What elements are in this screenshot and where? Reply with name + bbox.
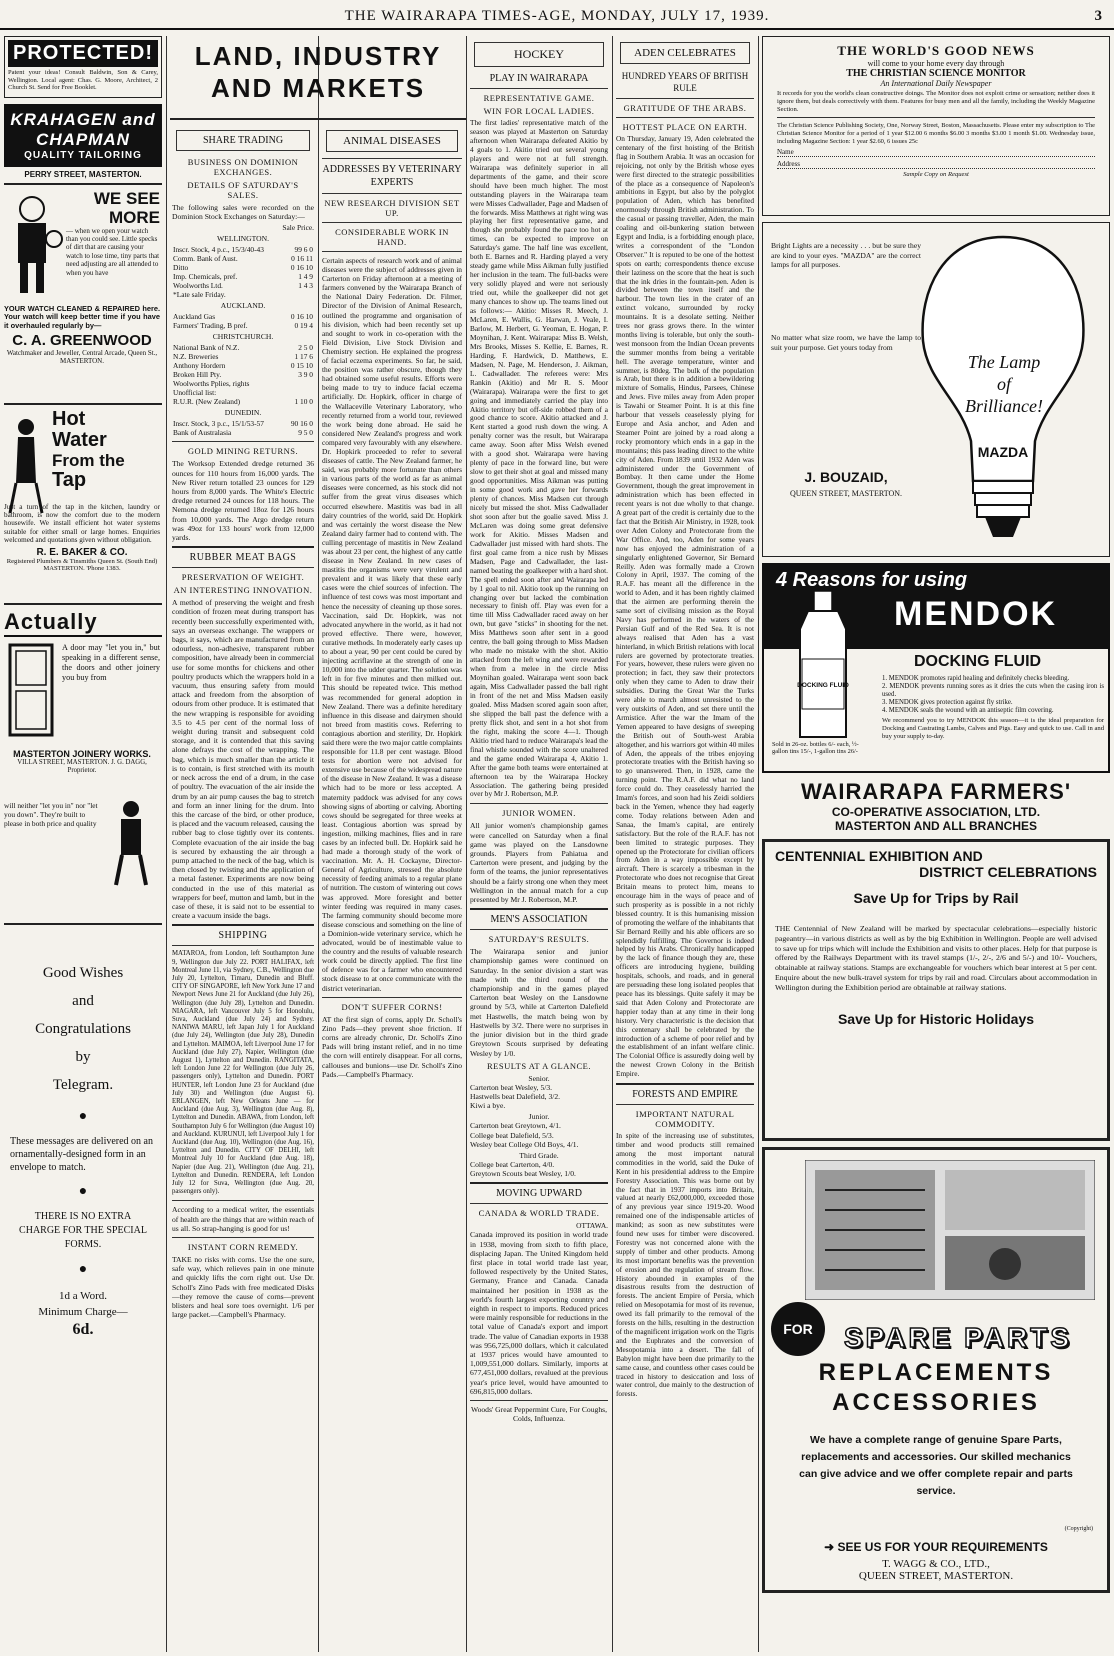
bullet-dot-icon: ● — [78, 1183, 88, 1199]
list-item: Carterton beat Greytown, 4/1. — [470, 1121, 561, 1131]
kraehagen-address: PERRY STREET, MASTERTON. — [24, 169, 142, 179]
joinery-ad — [4, 609, 162, 919]
table-row: Anthony Hordern 0 15 10 — [173, 361, 313, 371]
table-row: *Late sale Friday. — [173, 290, 226, 300]
sale-price-header: Sale Price. — [282, 223, 314, 233]
gold-head: GOLD MINING RETURNS. — [187, 446, 299, 457]
lamp-text1: Bright Lights are a necessity . . . but be sure they are kind to your eyes. "MAZDA" are the correct lamps for all purposes. — [771, 241, 921, 270]
column-6-ads — [762, 36, 1110, 1656]
share-trading-sub1: BUSINESS ON DOMINION EXCHANGES. — [187, 157, 299, 177]
aden-sub3: HOTTEST PLACE ON EARTH. — [622, 122, 748, 132]
moving-upward-dateline: OTTAWA. — [576, 1221, 608, 1231]
telegram-min-value: 6d. — [72, 1320, 94, 1338]
mendok-dealer-3: MASTERTON AND ALL BRANCHES — [834, 819, 1037, 833]
table-row: Ditto 0 16 10 — [173, 263, 313, 273]
share-trading-sub2: DETAILS OF SATURDAY'S SALES. — [187, 180, 299, 200]
list-item: Kiwi a bye. — [470, 1101, 506, 1111]
joinery-text: A door may "let you in," but speaking in a different sense, the doors and other joinery you buy from — [62, 642, 160, 682]
centennial-ad — [762, 839, 1110, 1141]
list-item: College beat Carterton, 4/0. — [470, 1159, 555, 1169]
third-grade-head: Third Grade. — [519, 1150, 559, 1160]
greenwood-headline: WE SEE MORE — [93, 188, 160, 227]
corn-remedy-head: INSTANT CORN REMEDY. — [187, 1242, 299, 1253]
mendok-sizes: Sold in 26-oz. bottles 6/- each, ½-gallon tins 15/-, 1-gallon tins 26/- — [772, 741, 859, 756]
auckland-sales-table — [172, 312, 314, 330]
monitor-sample: Sample Copy on Request — [903, 171, 969, 179]
mendok-brand: MENDOK — [894, 595, 1058, 633]
column-rule — [166, 36, 167, 1652]
joinery-sub: VILLA STREET, MASTERTON. J. G. DAGG, Proprietor. — [17, 758, 147, 774]
masthead — [0, 0, 1114, 30]
mendok-dealer-2: CO-OPERATIVE ASSOCIATION, LTD. — [831, 805, 1041, 819]
moving-upward-text: Canada improved its position in world trade in 1938, moving from sixth to fifth place, displacing Japan. The United Kingdom held first place in total world trade last year, followed respectively by the United States, Germany, France and Canada. Canada maintained her position in 1938 as the world's fourth largest exporting country and eighth in respect to imports. Reduced prices were mainly responsible for reductions in the total value of Canada's export and import trade. The value of Canadian exports in 1938 was 956,725,000 dollars, which it calculated at 1937 prices would have amounted to 1,009,551,000 dollars. Similarly, imports at 677,451,000 dollars, revalued at the previous year's price level, would have amounted to 696,815,000 dollars. — [470, 1230, 608, 1396]
newspaper-title: THE WAIRARAPA TIMES-AGE, MONDAY, JULY 17, 1939. — [344, 8, 770, 24]
junior-women-head: JUNIOR WOMEN. — [502, 808, 576, 819]
column-5-news — [616, 36, 754, 1656]
spares-line-1: SPARE PARTS — [844, 1322, 1072, 1353]
rubber-sub1: PRESERVATION OF WEIGHT. — [181, 572, 305, 583]
mendok-ad — [762, 563, 1110, 773]
corn-remedy-text: TAKE no risks with corns. Use the one sure, safe way, which relieves pain in one minute and quickly lifts the corn right out. Use Dr. Scholl's Zino Pads with free medicated Disks—they remove the cause of corns—prevent blisters and heal sore toes overnight. 1/6 per large packet.—Campbell's Pharmacy. — [172, 1255, 314, 1320]
garage-workshop-icon — [805, 1160, 1095, 1300]
column-rule — [612, 36, 613, 1652]
door-icon — [6, 643, 56, 739]
moving-upward-head: MOVING UPWARD — [496, 1188, 582, 1200]
lamp-slogan-2: of — [996, 374, 1011, 394]
spare-parts-ad — [762, 1147, 1110, 1593]
lamp-text2: No matter what size room, we have the lamp to suit your purpose. Get yours today from — [771, 333, 921, 352]
telegram-rate: 1d a Word. — [58, 1289, 108, 1302]
list-item: College beat Dalefield, 5/3. — [470, 1130, 554, 1140]
lamp-slogan — [951, 351, 1057, 417]
column-rule — [758, 36, 759, 1652]
junior-head: Junior. — [528, 1112, 550, 1122]
animal-diseases-sub2: NEW RESEARCH DIVISION SET UP. — [324, 198, 460, 218]
spares-name: T. WAGG & CO., LTD., — [882, 1558, 990, 1570]
column-2-markets — [172, 124, 314, 1656]
table-row: Inscr. Stock, 3 p.c., 15/1/53-57 90 16 0 — [173, 419, 313, 429]
joinery-headline: Actually — [4, 609, 162, 637]
hotwater-headline-1: Hot — [52, 407, 86, 430]
spares-text: We have a complete range of genuine Spare Parts, replacements and accessories. Our skilled mechanics can give advice and we offer complete repair and parts service. — [799, 1434, 1073, 1497]
lamp-slogan-3: Brilliance! — [965, 396, 1043, 416]
wellington-sales-table — [172, 245, 314, 299]
rubber-head: RUBBER MEAT BAGS — [189, 552, 297, 564]
banner-line-1: LAND, INDUSTRY — [194, 41, 442, 71]
monitor-sub: will come to your home every day through — [867, 59, 1005, 68]
hockey-sub2: REPRESENTATIVE GAME. — [483, 93, 595, 103]
telegram-line-4: by — [75, 1048, 91, 1065]
shipping-filler: According to a medical writer, the essentials of health are the things that are within reach of us all. So strap-hanging is good for us! — [172, 1205, 314, 1233]
christchurch-head: CHRISTCHURCH. — [212, 332, 274, 342]
table-row: Farmers' Trading, B pref. 0 19 4 — [173, 321, 313, 331]
joinery-text2: will neither "let you in" nor "let you down". They're built to please in both price and quality — [4, 800, 98, 828]
hotwater-ad — [4, 409, 162, 599]
hotwater-headline-2: Water — [52, 428, 107, 451]
rubber-sub2: AN INTERESTING INNOVATION. — [173, 585, 313, 596]
lamp-slogan-1: The Lamp — [967, 352, 1041, 372]
column-1-ads — [4, 36, 162, 1656]
share-trading-headbox — [176, 130, 310, 151]
monitor-text: It records for you the world's clean constructive doings. The Monitor does not exploit crime or sensation; neither does it ignore them, but deals correctively with them. Features for busy men and all the family, including the Weekly Magazine Section. — [777, 90, 1095, 113]
table-row: National Bank of N.Z. 2 5 0 — [173, 343, 313, 353]
hockey-head: HOCKEY — [514, 47, 564, 61]
mens-association-sub: SATURDAY'S RESULTS. — [488, 934, 590, 945]
centennial-save-2: Save Up for Historic Holidays — [837, 1010, 1035, 1027]
forests-sub: IMPORTANT NATURAL COMMODITY. — [635, 1109, 735, 1130]
hotwater-text: Just a turn of the tap in the kitchen, laundry or bathroom, is now the comfort due to the modern housewife. We install efficient hot water systems suitable for either small or large homes. Enquiries welcomed and quotations given without obligation. — [4, 502, 160, 545]
greenwood-sub: Watchmaker and Jeweller, Central Arcade, Queen St., MASTERTON. — [6, 349, 158, 366]
centennial-head-1: CENTENNIAL EXHIBITION AND — [775, 848, 983, 864]
land-industry-banner — [172, 40, 464, 120]
monitor-name-field: Name — [777, 148, 1095, 157]
telegram-min: Minimum Charge— — [38, 1305, 128, 1318]
monitor-tag: An International Daily Newspaper — [880, 79, 992, 88]
share-trading-head: SHARE TRADING — [202, 135, 284, 146]
hockey-text: The first ladies' representative match of the season was played at Masterton on Saturday afternoon when Wairarapa defeated Akitio by 4 goals to 1. Akitio tried out several young players and were not at full strength. Wairarapa was definitely superior in all departments of the game, and their score should have been much higher. The most outstanding players in the Wairarapa team were Misses Cadwallader, Page and Madsen of the forwards. Miss Matthews at right wing was playing her first representative game, and though she probably found the pace too hot at times, can be expected to improve on Saturday's game. The half line was excellent, both E. Barnes and R. Harding played a very steady game while Miss Aikman fully justified her inclusion in the team. The full-backs were very solidly played and were not seriously tried out, while the goalkeeper did not get many chances to show up. The teams lined out as follows:— Akitio: Misses R. Meech, J. McLaren, E. Wallis, G. Harwan, J. Veale, I. Barlow, M. Herbert, G. Yeoman, E. Hogan, P. Moynihan, J. Kent. Wairarapa: Miss B. Welsh, Mrs Brooks, Misses S. Kellie, E. Barnes, R. Harding, F. Hardwick, D. Matthews, E. Madsen, N. Page, M. Henderson, J. Aikman, L. Cadwallader. The referees were: Mrs Rankin (Akitio) and Mr R. S. Moor (Wairarapa). Wairarapa were the first to get going and immediately carried the play into Akitio territory but off-side robbed them of a good chance to score. Akitio attacked and J. Kent started a good rush down the wing. A penalty corner was the result, but Wairarapa came away. Soon after Miss Welsh evened with a good shot. Wairarapa were having plenty of pace in the forward line, but were slow to get their shot at goal and missed many good opportunities. Miss Aikman was putting in some good work and gave her forwards plenty of chances. Miss Madsen cut through nicely but missed the shot. Miss Cadwallader shot soon after but the goalie saved. Miss J. McLaren was doing some great defensive work for Akitio. Misses Madsen and Cadwallader just missed with hard shots. The first goal came from a nice rush by Misses Madsen, Page and Cadwallader, the last-named beating the goalkeeper with a hard shot. The spell ended soon after and Wairarapa led by 1 goal to nil. Akitio took up the running on changing over but lacked the combination necessary to finish off. Play was even for a time till Miss Cadwallader raced away on her own, but gave "sticks" in shooting for the net. Miss Matthews soon after sent in a good centre, the ball going through to Miss Madsen who made no mistake with the shot. Akitio attacked from the left wing and were rewarded when from a melee in the circle Miss Moynihan goaled. Wairarapa went soon back again, Miss Cadwallader passed the ball right in front of the net and Miss Madsen easily goaled. Miss Madsen scored again soon after, she slipped the ball past the defence with a pretty flick shot, and sent in a hot shot from the right, making the score 4—1. Though Akitio tried hard to reduce Wairarapa's lead the final whistle sounded with the score unaltered and the game ended Wairarapa 4, Akitio 1. After the game both teams were entertained at afternoon tea by the Wairarapa Hockey Association. The gathering being presided over by Mr J. Robertson, M.P. — [470, 118, 608, 799]
dunedin-sales-table — [172, 419, 314, 437]
shipping-text: MATAROA, from London, left Southampton June 9, Wellington due July 22. PORT HALIFAX, left Montreal June 11, via Sydney, C.B., Wellington due July 20, Lyttelton, Timaru, Dunedin and Bluff. CITY OF SINGAPORE, left New York June 17 and Newport News June 21 for Auckland (due July 26), Wellington (due July 28), Lyttelton and Dunedin. NIAGARA, left Vancouver July 5 for Honolulu, Suva, Auckland (due July 24) and Sydney. NANIWA MARU, left Japan July 1 for Auckland (due July 24), Wellington (due July 28), Dunedin and Lyttelton. MAIMOA, left Liverpool June 17 for Auckland (due July 27), Napier, Wellington (due August 1), Lyttelton and Dunedin. RANGITATA, left London June 22 for Wellington (due July 26, passengers only), Lyttelton and Dunedin. PORT HUNTER, left London June 23 for Auckland (due July 30) and Wellington (due August 6). ERLANGEN, left New Orleans June — for Auckland (due Aug. 3), Wellington (due Aug. 8), Lyttelton and Dunedin. ABAWA, from London, left Southampton July 6 for Wellington (due August 10) and Auckland. KURUNUI, left Liverpool July 1 for Auckland (due Aug. 10), Wellington (due Aug. 16), Lyttelton and Dunedin. CITY OF DELHI, left Montreal July 10 for Auckland (due Aug. 18), Napier (due Aug. 21), Wellington (due Aug. 21), Lyttelton and Dunedin. RENDERA, left London July 12 for Suva, Wellington (due Aug. 20, passengers only). — [172, 950, 314, 1196]
aden-sub2: GRATITUDE OF THE ARABS. — [623, 103, 747, 113]
greenwood-service: YOUR WATCH CLEANED & REPAIRED here. Your watch will keep better time if you have it overhauled regularly by— — [4, 303, 160, 330]
forests-text: In spite of the increasing use of substitutes, timber and wood products still remained among the most important natural commodities in the world, said the Duke of Kent in his presidential address to the Empire Forestry Association. This was borne out by the fact that in 1937 imports into Britain, valued at nearly £62,000,000, exceeded those of any previous year since 1919-20. Wood remained one of the indispensable articles of mankind; as soon as new substitutes were found new uses for timber were discovered. Forestry was not concerned alone with the supply of timber and other products. Among its most important benefits was the prevention of erosion and the regulation of stream flow. History abounded in examples of the disastrous results from the destruction of forests. The ancient Empire of Persia, which relied on Mesopotamia for most of its revenue, owed its fall primarily to the removal of the forests on the hills, resulting in the destruction of the magnificent irrigation work on the Tigris and the Euphrates and the conversion of Mesopotamia into a desert. The fall of Babylon might have been due primarily to the same cause, and countless other cases could be traced in history to desiccation and loss of water control, due mainly to the destruction of forests. — [616, 1131, 754, 1399]
auckland-head: AUCKLAND. — [220, 301, 266, 311]
rubber-text: A method of preserving the weight and fresh condition of frozen meat during transport has recently been successfully experimented with, says an overseas exchange. The wrappers or bags, it says, which are manufactured from an odourless, non-adhesive, transparent rubber composition, have already been in commercial use for some months for chickens and other poultry products which the wrappers hold in a vacuum, thus ensuring safety from mould attack and freedom from the absorption of odours from other produce. It is estimated that the new wrapping is responsible for avoiding 3.5 to 4.5 per cent of the normal loss of weight during transit and subsequent cold storage, and it is contended that this saving alone defrays the cost of the wrapping. The bag, which is much smaller than the article it is to contain, is first stretched with its mouth or neck across the end of a drum, in the case of poultry. The evacuation of the air inside the drum by an air pump causes the bag to stretch and form an inner lining for the drum. Into this the carcase of the bird, or other produce, is placed and the vacuum released, causing the rubber bag to close tightly over its contents. Complete evacuation of the air inside the bag is secured by exhausting the air through a pump attached to the neck of the bag, which is then closed by twisting and the application of a metal fastener. Experiments are now being conducted in the use of this material as wrappers for beef, mutton and lamb, but in the case of these, it is said not to be essential to create a vacuum inside the bags. — [172, 598, 314, 921]
mendok-dealer — [762, 779, 1110, 833]
mens-association-text: The Wairarapa senior and junior championship games were continued on Saturday. In the senior division a start was made with the third round of the championship and in the games played Carterton beat Wesley on the Lansdowne ground by 5/3, while at Carterton Dalefield met Hastwells, the match being won by Hastwells by 3/2. There were no surprises in the junior division but in the third grade Greytown Scouts surprised by defeating Wesley by 1/0. — [470, 947, 608, 1058]
column-4-sport — [470, 36, 608, 1656]
dunedin-head: DUNEDIN. — [224, 408, 262, 418]
spares-cta: ➜ SEE US FOR YOUR REQUIREMENTS — [824, 1540, 1048, 1554]
page-number: 3 — [1094, 8, 1102, 24]
list-item: 4. MENDOK seals the wound with an antiseptic film covering. — [882, 707, 1054, 714]
kraehagen-ad — [4, 104, 162, 179]
greenwood-name: C. A. GREENWOOD — [12, 332, 152, 350]
for-circle-badge: FOR — [771, 1302, 825, 1356]
svg-text:DOCKING FLUID: DOCKING FLUID — [797, 682, 849, 689]
table-row: Woolworths Pplies, rights — [173, 379, 250, 389]
wellington-head: WELLINGTON. — [217, 234, 269, 244]
table-row: Auckland Gas 0 16 10 — [173, 312, 313, 322]
mazda-lamp-ad — [762, 222, 1110, 557]
corns-text: AT the first sign of corns, apply Dr. Scholl's Zino Pads—they prevent shoe friction. If corns are already chronic, Dr. Scholl's Zino Pads will bring instant relief, and in no time the corn will entirely disappear. For all corns, callouses and bunions—use Dr. Scholl's Zino Pads.—Campbell's Pharmacy. — [322, 1014, 462, 1079]
protected-ad — [4, 36, 162, 98]
hotwater-headline-3: From the — [52, 450, 125, 470]
list-item: Wesley beat College Old Boys, 4/1. — [470, 1139, 579, 1149]
table-row: Broken Hill Pty. 3 9 0 — [173, 370, 313, 380]
spares-address: QUEEN STREET, MASTERTON. — [858, 1570, 1014, 1582]
animal-diseases-headbox — [326, 130, 458, 152]
mens-association-head: MEN'S ASSOCIATION — [490, 914, 588, 926]
forests-head: FORESTS AND EMPIRE — [632, 1089, 738, 1101]
telegram-charge: THERE IS NO EXTRA CHARGE FOR THE SPECIAL FORMS. — [19, 1210, 147, 1250]
table-row: N.Z. Breweries 1 17 6 — [173, 352, 313, 362]
mendok-product: DOCKING FLUID — [914, 653, 1042, 670]
christchurch-sales-table — [172, 343, 314, 406]
bullet-dot-icon: ● — [78, 1108, 88, 1124]
table-row: Comm. Bank of Aust. 0 16 11 — [173, 254, 313, 264]
kraehagen-name: KRAHAGEN and CHAPMAN — [10, 109, 156, 149]
hockey-headbox — [474, 42, 604, 67]
list-item: 2. MENDOK prevents running sores as it dries the cuts when the casing iron is used. — [882, 683, 1104, 698]
monitor-address-field: Address — [777, 160, 1095, 169]
animal-diseases-text: Certain aspects of research work and of animal diseases were the subject of addresses given in Carterton on Friday afternoon at a meeting of farmers convened by the Wairarapa Branch of the National Dairy Federation. Dr. Filmer, Director of the Division of Animal Research, outlined the programme and organisation of his division, which had been recently set up and sought to work in co-operation with the Field Division, Live Stock Division and Chemistry section. He explained the progress of facial eczema experiments. So far, he said, the position was rather obscure, though they had obtained some useful results. Efforts were being made to try to induce facial eczema artificially. Dr. Hopkirk, officer in charge of the Wallaceville Veterinary Laboratory, who recently returned from a world tour, reviewed the work being done abroad. He said he considered New Zealand's progress and work compared very favourably with any elsewhere. Dr. Hopkirk proceeded to refer to several diseases of cattle. The New Zealand farmer, he said, was probably more fortunate than others in various parts of the world as far as animal diseases were concerned, as his stock did not suffer from the great virus diseases which occurred elsewhere. Mastitis was bad in all dairy countries of the world, said Dr. Hopkirk and was certainly the worst disease the New Zealand dairy farmer had to contend with. The culling percentage of mastitis in New Zealand was about 23 per cent, the highest of any cattle disease in New Zealand. In new cases of mastitis the organisms were very virulent and prevalent and it was likely that these early cases were the chief sources of infection. The influence of test cows was most important and hence the necessity of cleaning up those sores. Vaccination, said Dr. Hopkirk, was not advocated anywhere in the world, as it had not proved effective. There were, however, curative methods. In moderately early cases up to about a year, 90 per cent could be cured by injecting acriflavine at the strength of one in 10,000 into the udder quarter. The solution was left in for five minutes and then milked out. This should be repeated twice. This method was recommended for general adoption in New Zealand. There was a definite hereditary influence in this disease and dairymen should not breed from mastitis cows. Referring to contagious abortion and sterility, Dr. Hopkirk said there were the two major cattle complaints responsible for 11.8 per cent wastage. Blood tests for abortion were not advised for extensive use because of the widespread nature of the disease in New Zealand. It was a disease which had to be more or less accepted. A maternity paddock was advised for any cows showing signs of aborting or calving. Aborting cows should be segregated for three weeks at least. Contagious abortion was spread by ingestion, milking machines, flies and in rare cases by an infected bull. Dr. Hopkirk said he had made a thorough study of the work of vaccination. Mr. A. H. Cockayne, Director-General of Agriculture, stressed the absolute necessity of feeding animals to a regular plane of nutrition. The custom of wintering out cows was approved. More foresight and better winter feeding was required in many cases. The farming community should become more disease conscious and something on the line of a Dominion-wide veterinary service, which he advocated, would be of inestimable value to the country and the results of valuable research work could be directly applied. The first line of defence was for a farmer who encountered stock disease to at once communicate with the district veterinarian. — [322, 256, 462, 993]
spares-line-2: REPLACEMENTS — [818, 1359, 1054, 1386]
table-row: R.U.R. (New Zealand) 1 10 0 — [173, 397, 313, 407]
hotwater-headline-4: Tap — [52, 468, 87, 491]
peppermint-cure-text: Woods' Great Peppermint Cure, For Coughs, Colds, Influenza. — [471, 1404, 607, 1424]
centennial-text: THE Centennial of New Zealand will be marked by spectacular celebrations—especially historic pageantry—in various districts as well as by the big Exhibition in Wellington. People are well advised to save up for trips which will include the Exhibition and visits to other places. Help for that purpose is offered by the Railways Department with its travel stamps (1/-, 2/-, 2/6 and 5/-) and 10/- Vouchers, obtainable at railway stations. Stamps are exchangeable for vouchers which bear interest at 5 per cent. Enquire about the new bulk-travel system for trips by rail and road. Circulars about accommodation in Wellington during the Exhibition period are obtainable at railway stations. — [775, 924, 1097, 992]
results-glance-head: RESULTS AT A GLANCE. — [487, 1060, 591, 1071]
greenwood-ad — [4, 189, 162, 399]
telegram-ad — [4, 929, 162, 1340]
greenwood-text: — when we open your watch than you could see. Little specks of dirt that are causing your watch to lose time, tiny parts that need adjusting are all attended to when you have — [66, 226, 160, 277]
spares-line-3: ACCESSORIES — [832, 1389, 1040, 1416]
monitor-ad — [762, 36, 1110, 216]
hotwater-name: R. E. BAKER & CO. — [36, 546, 128, 558]
animal-diseases-head: ANIMAL DISEASES — [343, 135, 441, 147]
joinery-name: MASTERTON JOINERY WORKS. — [13, 748, 151, 759]
telegram-line-2: and — [72, 992, 94, 1009]
aden-text: On Thursday, January 19, Aden celebrated the centenary of the first hoisting of the British flag in Southern Arabia. It was an occasion for rejoicing, not only by the British whose eyes were first directed to the strategic possibilities of the place as a consequence of Napoleon's ambitions in Egypt, but also by the polyglot population of Aden, which has benefited enormously through British administration. To the casual or passing traveller, Aden, the main coaling and oil-bunkering station between Egypt and India, is a forbidding enough place, writes a correspondent of the "London Observer." It is reputed to be one of the hottest spots on earth; correspondents thence excuse their laziness on the score that the heat is such that the ink dries in the fountain-pen. Aden is divided between the town itself and the harbour. The town lies in the crater of an extinct volcano, surrounded by rocky mountains. It is a desolate setting. Neither trees nor grass grows there. In the winter months living is tolerable, but only the south-west monsoon from the Indian Ocean prevents the summer months from being a veritable hell. The average temperature, winter and summer, is 80deg. The bulk of the population is Arab, but there is in addition a bewildering mixture of Somalis, Hindus, Parsees, Chinese and Jews. Five miles away from Aden proper is Tawahi or Steamer Point. It is at this fine harbour that vessels ceaselessly plying for Europe and Asia anchor, and Aden and Steamer Point are joined by a road along a rocky promontory which ends in a gap in the mountains; this pass leading direct to the white city of Aden. From 1839 until 1932 Aden was administered under the Government of Bombay. It then came under the Home Government, though the great improvement in administration which has been effected in recent years is not due wholly to that change. A great part of the credit is certainly due to the fact that the British Air Ministry, in 1928, took over Aden Colony and Protectorate from the War Office. And, too, Aden for some years now has enjoyed the administration of a singularly enlightened Governor, Sir Bernard Reilly. Aden was formally made a Crown Colony in April, 1937. The coming of the R.A.F. has meant all the difference in the world to Aden, and it has been rightly claimed that the airmen are performing therein the same sort of civilising mission as the Royal Navy has performed in the waters of the Persian Gulf and of the Red Sea. It is not always realised that Aden has a vast hinterland, in which British relations with local rulers are governed by protectorate treaties. For years, however, these rulers were given no protection; in fact, they saw their protectors only when they came to Aden to draw their subsidies. During the Great War the Turks were able to march almost unresisted to the very outskirts of Aden, and set there until the Armistice. After the war the Imam of the Yemen appeared to have designs of sweeping the British out of South-west Arabia altogether, and his warriors got within 40 miles of Aden, the appeals of the tribes enjoying protectorate treaties with the British having so to go unanswered. Then, in 1928, came the turning point. The R.A.F. did what no land force could do. They ceaselessly harried the Imam's forces, and soon had his Zeidi soldiers back in the Yemen, whence they had eagerly come. Today relations between Aden and Sanaa, the Imam's capital, are entirely satisfactory. But the role of the R.A.F. has not been limited to strategic purposes. They opened up the Protectorate for civilian officers from Aden in a way impossible except by aircraft. There is scarcely a tribesman in the Protectorate who does not recognise that Great Britain means to protect him, means to encourage him in the ways of peace and of such prosperity as is possible in a not richly blessed country. It is this humanising mission of promoting the welfare of the inhabitants that Sir Bernard Reilly and his able officers are so splendidly fulfilling. The Governor is indeed helped by his Arabs. Chronically handicapped by the lack of finance though they are, these officers are introducing hygiene, building hospitals, schools, and roads, and in general are persuading these long isolated peoples that peace has its blessings. Quite safely it may be said that Aden Colony and Protectorate are happier today than at any time in their long history. Very characteristic is the decision that this centenary shall be celebrated by the introduction of a scheme of poor relief and by the establishment of an infant welfare clinic. The Colonial Office is assuredly doing well by the newest Crown Colony in the British Empire. — [616, 134, 754, 1079]
monitor-name: THE CHRISTIAN SCIENCE MONITOR — [846, 68, 1026, 79]
column-3-animal-diseases — [322, 124, 462, 1656]
telegram-line-1: Good Wishes — [42, 964, 124, 981]
table-row: Woolworths Ltd. 1 4 3 — [173, 281, 313, 291]
hockey-sub3: WIN FOR LOCAL LADIES. — [483, 106, 595, 116]
table-row: Unofficial list: — [173, 388, 217, 398]
table-row: Imp. Chemicals, pref. 1 4 9 — [173, 272, 313, 282]
gold-text: The Worksop Extended dredge returned 36 ounces for 110 hours from 16,000 yards. The New River return totalled 23 ounces for 129 hours from 8,000 yards. The White's Electric dredge returned 24 ounces for 118 hours. The Nemona dredge returned 18oz for 126 hours from 10,000 yards. The Argo dredge return was 49oz for 133 hours' work from 12,000 yards. — [172, 459, 314, 543]
column-rule — [318, 36, 319, 1652]
protected-headline: PROTECTED! — [8, 40, 158, 67]
junior-women-text: All junior women's championship games were cancelled on Saturday when a final game was played on the Lansdowne grounds. Players from Pahiatua and Carterton were present, and judging by the form of the teams, the junior representatives should be a fairly strong one when they meet Wellington in the annual match for a cup presented by Mr J. Robertson, M.P. — [470, 821, 608, 905]
svg-text:MAZDA: MAZDA — [977, 444, 1029, 460]
column-rule — [466, 36, 467, 1652]
hockey-sub1: PLAY IN WAIRARAPA — [489, 73, 589, 84]
mendok-top: 4 Reasons for using — [776, 569, 968, 591]
senior-head: Senior. — [528, 1073, 550, 1083]
magnifier-man-icon — [4, 189, 64, 299]
mendok-dealer-1: WAIRARAPA FARMERS' — [800, 779, 1072, 804]
corns-head: DON'T SUFFER CORNS! — [341, 1001, 443, 1012]
list-item: 3. MENDOK gives protection against fly strike. — [882, 699, 1013, 706]
animal-diseases-sub3: CONSIDERABLE WORK IN HAND. — [335, 227, 449, 247]
shipping-head: SHIPPING — [218, 930, 268, 942]
spares-copyright: (Copyright) — [1064, 1526, 1093, 1532]
list-item: Greytown Scouts beat Wesley, 1/0. — [470, 1169, 576, 1179]
protected-text: Patent your ideas! Consult Baldwin, Son & Carey, Wellington. Local agent: Chas. G. Moore, Architect, 2 Church St. Send for Free Booklet. — [8, 69, 158, 91]
arrow-right-icon: ➜ — [824, 1540, 838, 1554]
centennial-head-2: DISTRICT CELEBRATIONS — [919, 864, 1097, 880]
kraehagen-tagline: QUALITY TAILORING — [24, 149, 142, 161]
carpenter-figure-icon — [104, 797, 158, 887]
aden-sub1: HUNDRED YEARS OF BRITISH RULE — [621, 71, 749, 93]
monitor-form: The Christian Science Publishing Society, One, Norway Street, Boston, Massachusetts. Please enter my subscription to The Christian Science Monitor for a period of 1 year $12.00 6 months $6.00 3 months $3.00 1 month $1.00. Wednesday issue, including Magazine Section: 1 year $2.60, 6 issues 25c — [777, 122, 1095, 145]
share-trading-intro: The following sales were recorded on the Dominion Stock Exchanges on Saturday:— — [172, 203, 314, 222]
centennial-save-1: Save Up for Trips by Rail — [853, 890, 1019, 906]
animal-diseases-sub1: ADDRESSES BY VETERINARY EXPERTS — [322, 164, 462, 188]
list-item: 1. MENDOK promotes rapid healing and definitely checks bleeding. — [882, 675, 1070, 682]
lamp-dealer-name: J. BOUZAID, — [804, 469, 888, 485]
telegram-text: These messages are delivered on an ornamentally-designed form in an envelope to match. — [10, 1135, 153, 1173]
banner-line-2: AND MARKETS — [210, 73, 426, 103]
bottle-icon — [788, 589, 858, 739]
telegram-line-3: Congratulations — [35, 1020, 131, 1037]
list-item: Carterton beat Wesley, 5/3. — [470, 1082, 553, 1092]
aden-head: ADEN CELEBRATES — [634, 47, 736, 59]
moving-upward-sub: CANADA & WORLD TRADE. — [478, 1208, 600, 1219]
aden-headbox — [620, 42, 750, 64]
table-row: Bank of Australasia 9 5 0 — [173, 428, 313, 438]
lamp-dealer-address: QUEEN STREET, MASTERTON. — [789, 489, 903, 498]
table-row: Inscr. Stock, 4 p.c., 15/3/40-43 99 6 0 — [173, 245, 313, 255]
list-item: Hastwells beat Dalefield, 3/2. — [470, 1091, 561, 1101]
telegram-line-5: Telegram. — [52, 1076, 114, 1093]
hotwater-sub: Registered Plumbers & Tinsmiths Queen St. (South End) MASTERTON. 'Phone 1383. — [6, 557, 158, 573]
mendok-recommend: We recommend you to try MENDOK this season—it is the ideal preparation for Docking and Castrating Lambs, Calves and Pigs. Easy and quick to use. Call in and buy your supply to-day. — [882, 717, 1104, 740]
bullet-dot-icon: ● — [78, 1261, 88, 1277]
monitor-head: THE WORLD'S GOOD NEWS — [837, 43, 1035, 58]
